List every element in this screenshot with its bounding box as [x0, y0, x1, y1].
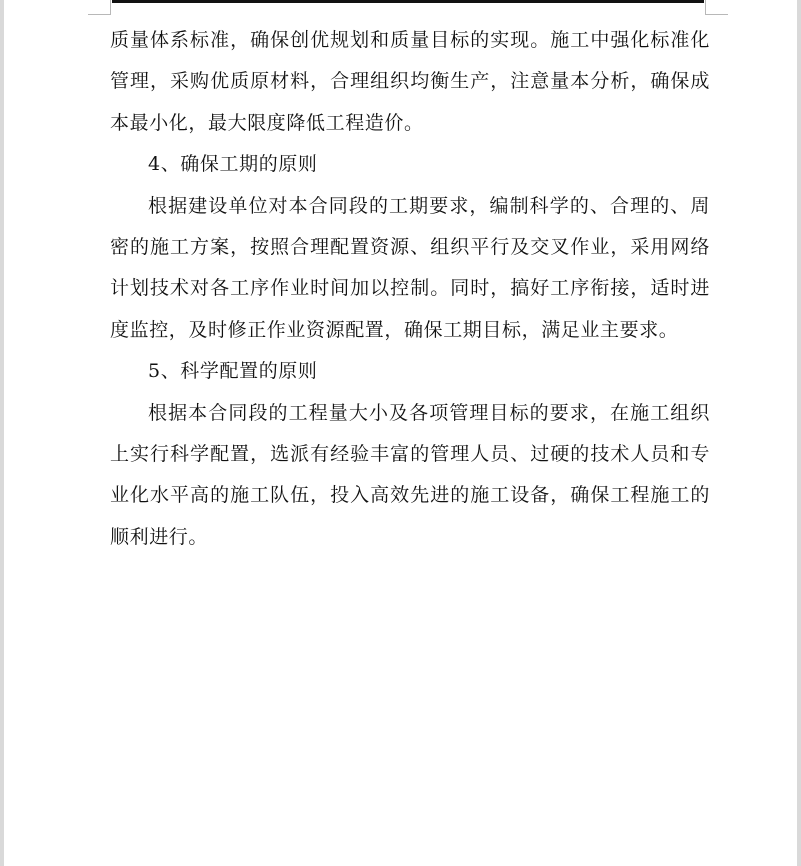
- document-body: [110, 20, 710, 558]
- left-margin-corner-mark: [88, 0, 111, 15]
- continuation-paragraph: 质量体系标准，确保创优规划和质量目标的实现。施工中强化标准化管理，采购优质原材料，合理组织均衡生产，注意量本分析，确保成本最小化，最大限度降低工程造价。: [110, 29, 710, 134]
- header-rule: [112, 0, 704, 3]
- document-page: [4, 0, 797, 866]
- section-4-paragraph: 根据建设单位对本合同段的工期要求，编制科学的、合理的、周密的施工方案，按照合理配置资源、组织平行及交叉作业，采用网络计划技术对各工序作业时间加以控制。同时，搞好工序衔接，适时进度监控，及时修正作业资源配置，确保工期目标，满足业主要求。: [110, 194, 710, 341]
- section-5-heading: 5、科学配置的原则: [148, 360, 318, 383]
- section-5-paragraph: 根据本合同段的工程量大小及各项管理目标的要求，在施工组织上实行科学配置，选派有经验丰富的管理人员、过硬的技术人员和专业化水平高的施工队伍，投入高效先进的施工设备，确保工程施工的顺利进行。: [110, 401, 710, 548]
- right-margin-corner-mark: [705, 0, 728, 15]
- section-4-heading: 4、确保工期的原则: [148, 153, 318, 176]
